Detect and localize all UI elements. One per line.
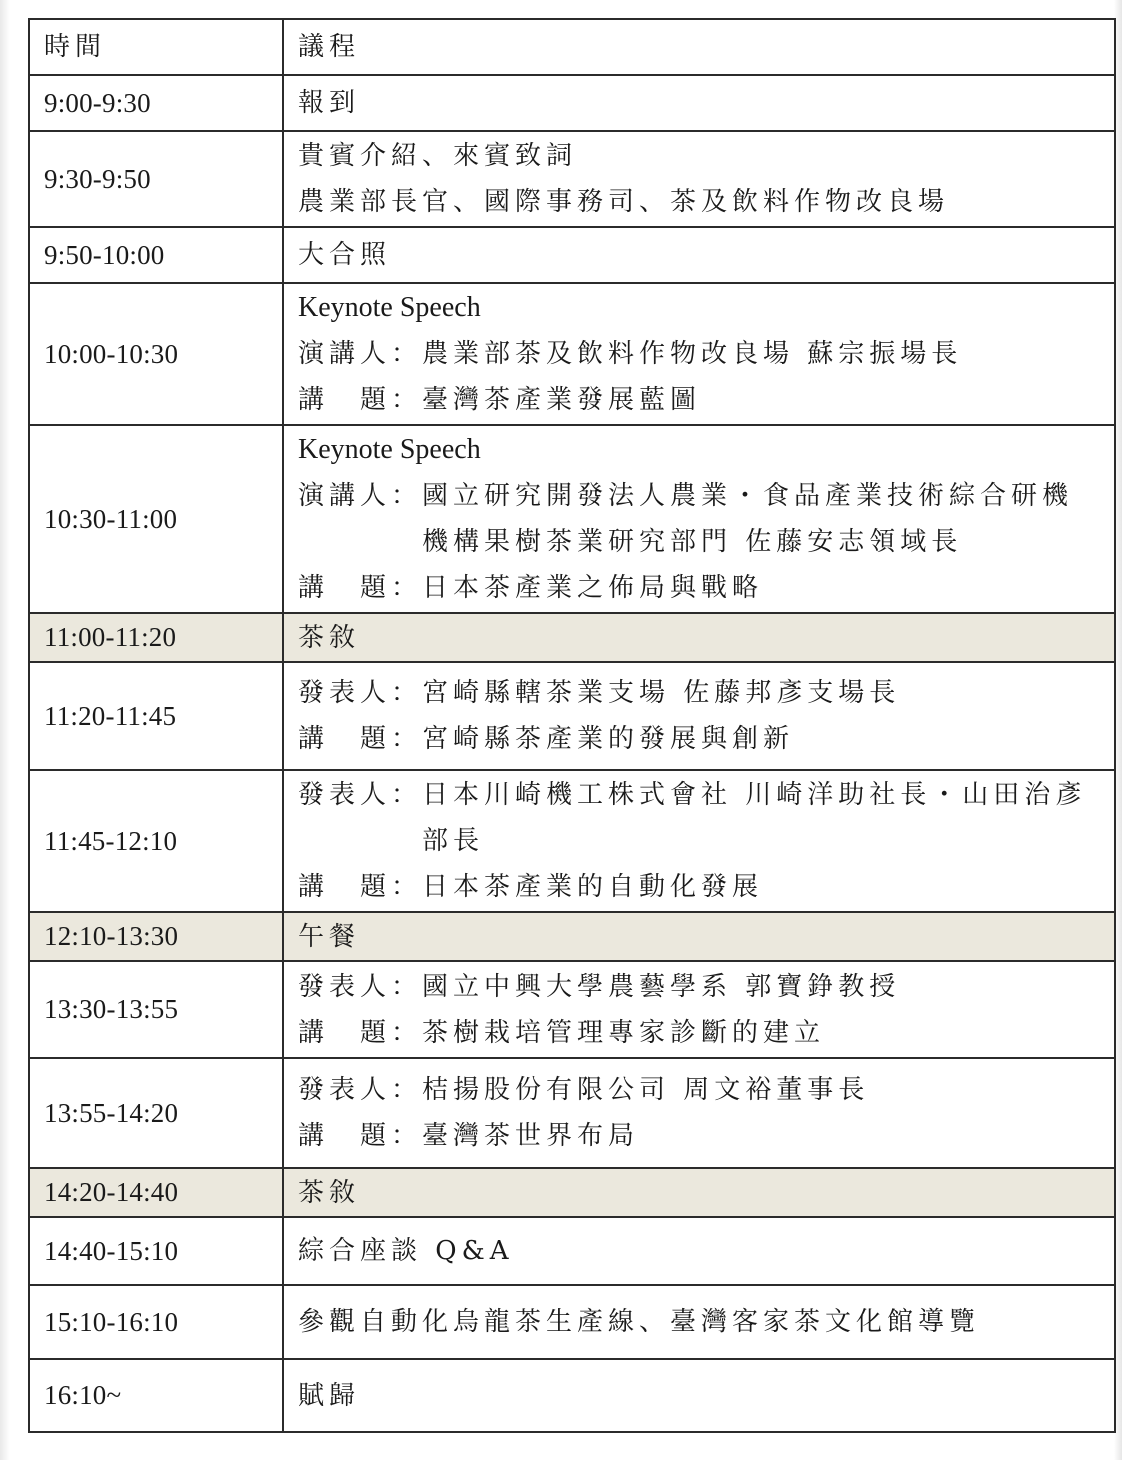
agenda-line: 發表人：國立中興大學農藝學系 郭寶錚教授: [298, 971, 901, 1002]
table-row: [29, 1359, 1115, 1432]
agenda-cell: [283, 1168, 1115, 1217]
table-row: [29, 961, 1115, 1058]
agenda-cell: [283, 770, 1115, 912]
header-agenda: [283, 19, 1115, 75]
table-row: [29, 283, 1115, 425]
table-row: [29, 1217, 1115, 1285]
agenda-cell: [283, 613, 1115, 662]
agenda-line: 講 題：臺灣茶產業發展藍圖: [298, 385, 702, 415]
table-row: [29, 131, 1115, 227]
agenda-line: 演講人：農業部茶及飲料作物改良場 蘇宗振場長: [298, 339, 963, 369]
table-row: [29, 1168, 1115, 1217]
agenda-line: 報到: [298, 88, 361, 118]
agenda-cell: [283, 1217, 1115, 1285]
agenda-cell: [283, 1058, 1115, 1168]
agenda-cell: [283, 425, 1115, 613]
agenda-line: 綜合座談 Q&A: [298, 1236, 514, 1266]
time-cell: 10:00-10:30: [29, 283, 283, 425]
time-cell: 9:00-9:30: [29, 75, 283, 131]
table-row: [29, 1058, 1115, 1168]
time-cell: 9:30-9:50: [29, 131, 283, 227]
time-cell: 15:10-16:10: [29, 1285, 283, 1359]
agenda-cell: [283, 961, 1115, 1058]
agenda-cell: [283, 1359, 1115, 1432]
agenda-cell: [283, 75, 1115, 131]
table-row: [29, 1285, 1115, 1359]
time-cell: 13:55-14:20: [29, 1058, 283, 1168]
table-row: [29, 912, 1115, 961]
time-cell: 9:50-10:00: [29, 227, 283, 283]
agenda-cell: [283, 283, 1115, 425]
time-cell: 11:20-11:45: [29, 662, 283, 770]
header-agenda-label: 議程: [298, 32, 361, 62]
agenda-line: 賦歸: [298, 1380, 361, 1411]
agenda-cell: [283, 912, 1115, 961]
agenda-cell: [283, 227, 1115, 283]
agenda-line: 講 題：日本茶產業之佈局與戰略: [298, 573, 764, 603]
agenda-line: 講 題：臺灣茶世界布局: [298, 1121, 640, 1151]
agenda-line: 講 題：日本茶產業的自動化發展: [298, 872, 764, 902]
agenda-cell: [283, 1285, 1115, 1359]
agenda-line: 發表人：宮崎縣轄茶業支場 佐藤邦彥支場長: [298, 678, 901, 708]
agenda-line: 講 題：茶樹栽培管理專家診斷的建立: [298, 1017, 826, 1048]
agenda-line: 部長: [422, 826, 485, 856]
agenda-line: Keynote Speech: [298, 434, 481, 465]
agenda-line: 機構果樹茶業研究部門 佐藤安志領域長: [422, 527, 963, 557]
table-row: [29, 613, 1115, 662]
time-cell: 14:40-15:10: [29, 1217, 283, 1285]
agenda-line: Keynote Speech: [298, 292, 481, 323]
table-row: [29, 662, 1115, 770]
page-edge-left: [0, 0, 10, 1460]
agenda-line: 參觀自動化烏龍茶生產線、臺灣客家茶文化館導覽: [298, 1307, 981, 1337]
agenda-line: 茶敘: [298, 1177, 361, 1208]
time-cell: 12:10-13:30: [29, 912, 283, 961]
agenda-line: 茶敘: [298, 622, 361, 653]
agenda-line: 大合照: [298, 240, 392, 270]
agenda-cell: [283, 131, 1115, 227]
agenda-line: 演講人：國立研究開發法人農業・食品產業技術綜合研機: [298, 481, 1074, 511]
header-time: [29, 19, 283, 75]
table-row: [29, 227, 1115, 283]
time-cell: 11:00-11:20: [29, 613, 283, 662]
time-cell: 10:30-11:00: [29, 425, 283, 613]
table-row: [29, 425, 1115, 613]
agenda-line: 講 題：宮崎縣茶產業的發展與創新: [298, 724, 795, 754]
agenda-line: 發表人：桔揚股份有限公司 周文裕董事長: [298, 1075, 870, 1105]
table-row: [29, 770, 1115, 912]
time-cell: 11:45-12:10: [29, 770, 283, 912]
header-time-label: 時間: [44, 32, 107, 61]
time-cell: 13:30-13:55: [29, 961, 283, 1058]
agenda-line: 貴賓介紹、來賓致詞: [298, 141, 578, 171]
agenda-line: 午餐: [298, 921, 361, 952]
time-cell: 14:20-14:40: [29, 1168, 283, 1217]
agenda-table: [28, 18, 1116, 1433]
time-cell: 16:10~: [29, 1359, 283, 1432]
agenda-line: 發表人：日本川崎機工株式會社 川崎洋助社長・山田治彥: [298, 780, 1087, 810]
agenda-cell: [283, 662, 1115, 770]
table-row: [29, 75, 1115, 131]
header-row: [29, 19, 1115, 75]
agenda-line: 農業部長官、國際事務司、茶及飲料作物改良場: [298, 187, 950, 217]
